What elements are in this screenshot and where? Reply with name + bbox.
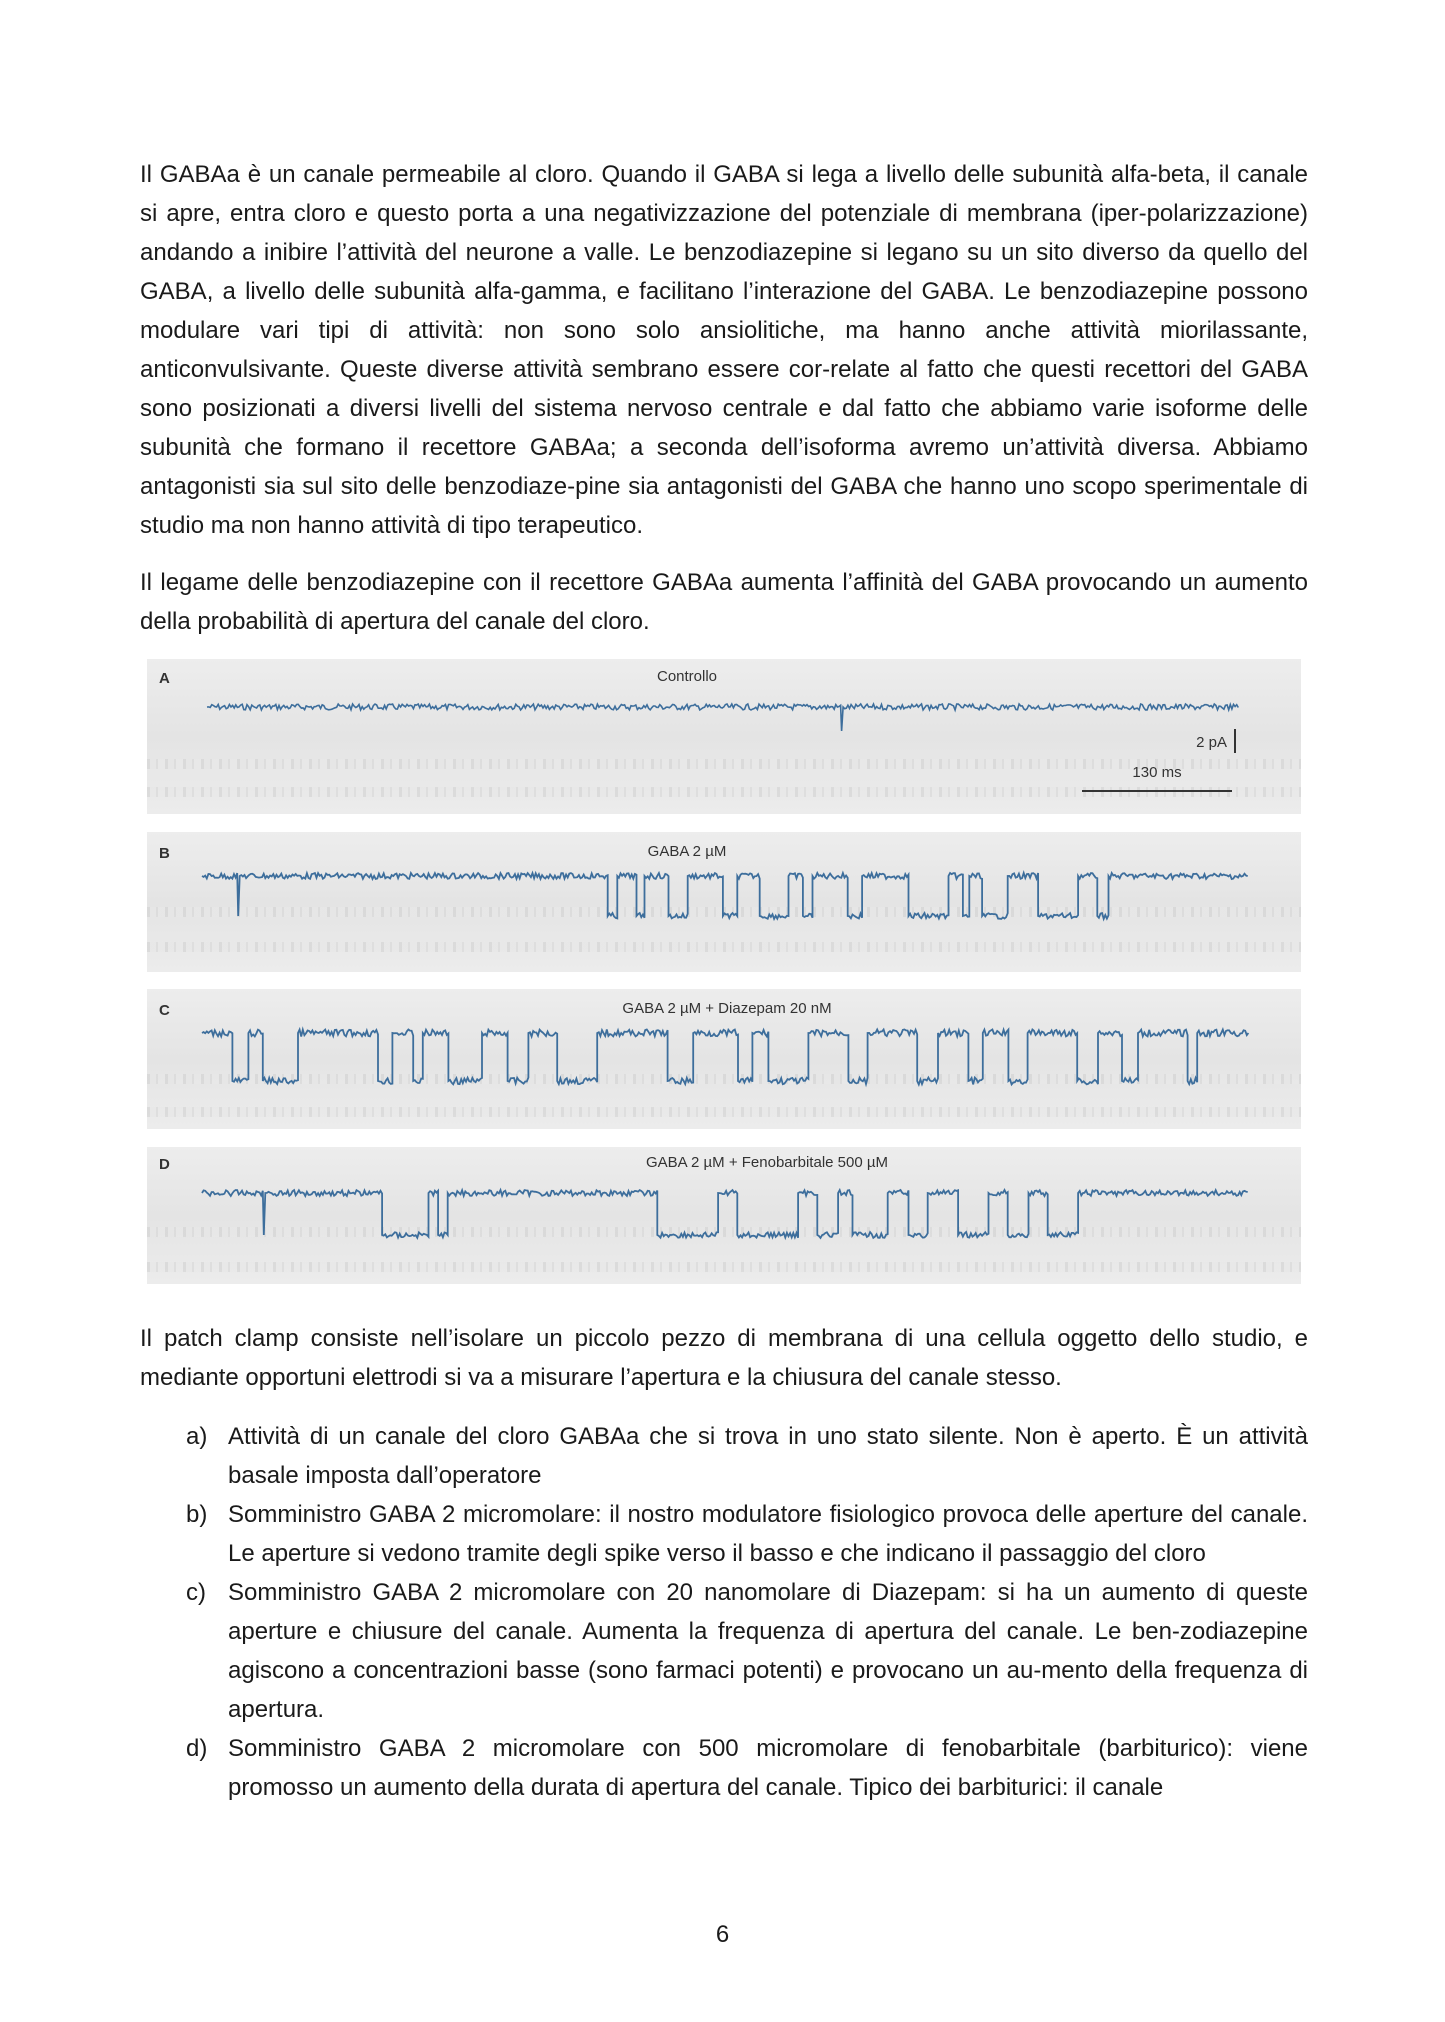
- panel-a-label: Controllo: [656, 668, 718, 685]
- page-number: 6: [715, 1921, 730, 1948]
- trace-c: [202, 1030, 1248, 1085]
- list-marker: c): [186, 1579, 206, 1606]
- list-item: [140, 1495, 1308, 1573]
- trace-a: [207, 704, 1238, 731]
- paragraph-gabaa: Il GABAa è un canale permeabile al cloro. Quando il GABA si lega a livello delle subunità alfa-beta, il canale si apre, entra cloro e questo porta a una negativizzazione del potenziale di membrana (iper-polarizzazione) andando a inibire l’attività del neurone a valle. Le benzodiazepine si legano su un sito diverso da quello del GABA, a livello delle subunità alfa-gamma, e facilitano l’interazione del GABA. Le benzodiazepine possono modulare vari tipi di attività: non sono solo ansiolitiche, ma hanno anche attività miorilassante, anticonvulsivante. Queste diverse attività sembrano essere cor-relate al fatto che questi recettori del GABA sono posizionati a diversi livelli del sistema nervoso centrale e dal fatto che abbiamo varie isoforme delle subunità che formano il recettore GABAa; a seconda dell’isoforma avremo un’attività diversa. Abbiamo antagonisti sia sul sito delle benzodiaze-pine sia antagonisti del GABA che hanno uno scopo sperimentale di studio ma non hanno attività di tipo terapeutico.: [140, 161, 1308, 539]
- paragraph-benzodiazepine-binding: Il legame delle benzodiazepine con il recettore GABAa aumenta l’affinità del GABA provocando un aumento della probabilità di apertura del canale del cloro.: [140, 569, 1308, 635]
- observations-list: [140, 1417, 1308, 1807]
- list-text: Somministro GABA 2 micromolare con 500 micromolare di fenobarbitale (barbiturico): viene promosso un aumento della durata di apertura del canale. Tipico dei barbiturici: il canale: [228, 1735, 1308, 1801]
- panel-b-plot: [147, 832, 1301, 972]
- list-text: Somministro GABA 2 micromolare con 20 nanomolare di Diazepam: si ha un aumento di queste aperture e chiusure del canale. Aumenta la frequenza di apertura del canale. Le ben-zodiazepine agiscono a concentrazioni basse (sono farmaci potenti) e provocano un au-mento della frequenza di apertura.: [228, 1579, 1308, 1723]
- paragraph-patch-clamp: Il patch clamp consiste nell’isolare un piccolo pezzo di membrana di una cellula oggetto dello studio, e mediante opportuni elettrodi si va a misurare l’apertura e la chiusura del canale stesso.: [140, 1325, 1308, 1391]
- panel-a-plot: [147, 659, 1301, 814]
- panel-d: [147, 1147, 1301, 1284]
- panel-b-label: GABA 2 µM: [647, 843, 727, 860]
- trace-d: [202, 1190, 1248, 1238]
- panel-b: [147, 832, 1301, 972]
- patch-clamp-figure: [140, 659, 1308, 1284]
- panel-a: [147, 659, 1301, 814]
- panel-c: [147, 989, 1301, 1129]
- page-content: [140, 155, 1308, 1807]
- list-text: Attività di un canale del cloro GABAa che si trova in uno stato silente. Non è aperto. È un attività basale imposta dall’operatore: [228, 1423, 1308, 1489]
- list-item: [140, 1729, 1308, 1807]
- panel-c-plot: [147, 989, 1301, 1129]
- list-marker: b): [186, 1501, 208, 1528]
- panel-b-letter: B: [159, 845, 170, 862]
- list-marker: d): [186, 1735, 208, 1762]
- scalebar-current-label: 2 pA: [1196, 734, 1227, 751]
- list-item: [140, 1573, 1308, 1729]
- panel-d-label: GABA 2 µM + Fenobarbitale 500 µM: [646, 1154, 888, 1171]
- scalebar-time-label: 130 ms: [1132, 764, 1182, 781]
- panel-c-label: GABA 2 µM + Diazepam 20 nM: [622, 1000, 832, 1017]
- list-item: [140, 1417, 1308, 1495]
- panel-d-letter: D: [159, 1156, 170, 1173]
- list-marker: a): [186, 1423, 208, 1450]
- panel-d-plot: [147, 1147, 1301, 1284]
- list-text: Somministro GABA 2 micromolare: il nostro modulatore fisiologico provoca delle aperture del canale. Le aperture si vedono tramite degli spike verso il basso e che indicano il passaggio del cloro: [228, 1501, 1308, 1567]
- panel-c-letter: C: [159, 1002, 170, 1019]
- trace-b: [202, 873, 1248, 919]
- panel-a-letter: A: [159, 670, 170, 687]
